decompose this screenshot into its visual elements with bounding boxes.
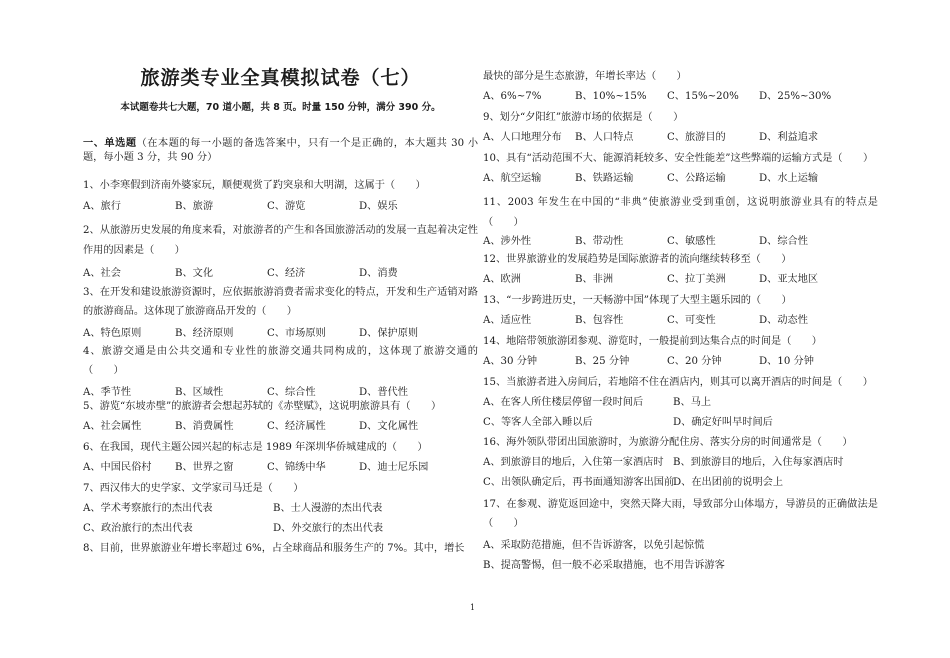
option-d[interactable]: D、保护原则 (359, 328, 419, 339)
question-8-part1 (83, 542, 478, 556)
options (483, 235, 878, 249)
option-d[interactable]: D、综合性 (759, 236, 808, 247)
question-stem: 15、当旅游者进入房间后，若地陪不住在酒店内，则其可以离开酒店的时间是（ ） (483, 377, 873, 388)
option-d[interactable]: D、消费 (359, 268, 398, 279)
option-c[interactable]: C、游览 (267, 201, 306, 212)
options (83, 522, 478, 536)
question-3 (83, 283, 478, 341)
option-c[interactable]: C、经济属性 (267, 421, 326, 432)
question-9 (483, 111, 878, 145)
question-stem: 7、西汉伟大的史学家、文学家司马迁是（ ） (83, 483, 304, 494)
option-b[interactable]: B、包容性 (575, 315, 624, 326)
option-c[interactable]: C、锦绣中华 (267, 462, 326, 473)
option-b[interactable]: B、世界之窗 (175, 462, 234, 473)
option-c[interactable]: C、出领队确定后，再书面通知游客出国前 (483, 477, 675, 488)
section-title: 一、单选题 (83, 138, 137, 149)
option-c[interactable]: C、15%~20% (667, 91, 739, 102)
option-a[interactable]: A、到旅游目的地后，入住第一家酒店时 (483, 457, 664, 468)
option-c[interactable]: C、政治旅行的杰出代表 (83, 523, 193, 534)
option-b[interactable]: B、提高警惕，但一般不必采取措施，也不用告诉游客 (483, 560, 725, 571)
option-b[interactable]: B、经济原则 (175, 328, 234, 339)
exam-title: 旅游类专业全真模拟试卷（七） (140, 67, 421, 89)
section-heading (83, 137, 478, 165)
question-10 (483, 152, 878, 186)
question-stem: 2、从旅游历史发展的角度来看，对旅游者的产生和各国旅游活动的发展一直起着决定性作用的因素是（ ） (83, 225, 478, 256)
options (83, 327, 478, 341)
exam-info: 本试题卷共七大题，70 道小题，共 8 页。时量 150 分钟，满分 390 分。 (120, 102, 441, 113)
option-c[interactable]: C、经济 (267, 268, 306, 279)
option-a[interactable]: A、社会属性 (83, 421, 142, 432)
question-stem: 10、具有“活动范围不大、能源消耗较多、安全性能差”这些弊端的运输方式是（ ） (483, 153, 874, 164)
options (83, 420, 478, 434)
question-stem: 13、“一步跨进历史，一天畅游中国”体现了大型主题乐园的（ ） (483, 295, 792, 306)
option-b[interactable]: B、士人漫游的杰出代表 (273, 503, 383, 514)
option-a[interactable]: A、30 分钟 (483, 356, 538, 367)
question-stem: 5、游览“东坡赤壁”的旅游者会想起苏轼的《赤壁赋》，这说明旅游具有（ ） (83, 401, 442, 412)
question-stem: 4、旅游交通是由公共交通和专业性的旅游交通共同构成的，这体现了旅游交通的（ ） (83, 346, 478, 376)
option-c[interactable]: C、拉丁美洲 (667, 274, 726, 285)
options (483, 355, 878, 369)
option-b[interactable]: B、25 分钟 (575, 356, 630, 367)
option-d[interactable]: D、娱乐 (359, 201, 398, 212)
option-b[interactable]: B、带动性 (575, 236, 624, 247)
option-b[interactable]: B、旅游 (175, 201, 214, 212)
options (83, 267, 478, 281)
option-a[interactable]: A、在客人所住楼层停留一段时间后 (483, 397, 644, 408)
question-12 (483, 253, 878, 287)
option-c[interactable]: C、敏感性 (667, 236, 716, 247)
option-d[interactable]: D、在出团前的说明会上 (673, 477, 784, 488)
options (483, 476, 878, 490)
question-11 (483, 193, 878, 249)
page-number: 1 (470, 603, 476, 612)
option-a[interactable]: A、采取防范措施，但不告诉游客，以免引起惊慌 (483, 540, 705, 551)
option-d[interactable]: D、10 分钟 (759, 356, 814, 367)
options (483, 172, 878, 186)
option-b[interactable]: B、到旅游目的地后，入住每家酒店时 (673, 457, 844, 468)
question-stem: 11、2003 年发生在中国的“非典”使旅游业受到重创，这说明旅游业具有的特点是（ ） (483, 197, 878, 228)
options (483, 456, 878, 470)
option-c[interactable]: C、20 分钟 (667, 356, 722, 367)
question-stem: 12、世界旅游业的发展趋势是国际旅游者的流向继续转移至（ ） (483, 254, 792, 265)
question-8-part2 (483, 70, 878, 104)
options (483, 416, 878, 430)
question-6 (83, 441, 478, 475)
question-1 (83, 179, 478, 214)
question-stem: 1、小李寒假到济南外婆家玩，顺便观赏了趵突泉和大明湖，这属于（ ） (83, 180, 426, 191)
option-a[interactable]: A、学术考察旅行的杰出代表 (83, 503, 213, 514)
question-17 (483, 495, 878, 573)
option-d[interactable]: D、利益追求 (759, 132, 819, 143)
option-d[interactable]: D、外交旅行的杰出代表 (273, 523, 384, 534)
option-a[interactable]: A、人口地理分布 (483, 132, 562, 143)
option-d[interactable]: D、迪士尼乐园 (359, 462, 429, 473)
option-b[interactable]: B、马上 (673, 397, 712, 408)
question-4 (83, 342, 478, 400)
question-2 (83, 221, 478, 281)
option-b[interactable]: B、文化 (175, 268, 214, 279)
option-c[interactable]: C、市场原则 (267, 328, 326, 339)
question-stem: 3、在开发和建设旅游资源时，应依据旅游消费者需求变化的特点，开发和生产适销对路的旅游商品。这体现了旅游商品开发的（ ） (83, 287, 478, 317)
option-c[interactable]: C、可变性 (667, 315, 716, 326)
question-stem: 17、在参观、游览返回途中，突然天降大雨，导致部分山体塌方，导游员的正确做法是（ ） (483, 499, 878, 529)
option-c[interactable]: C、旅游目的 (667, 132, 726, 143)
option-b[interactable]: B、区域性 (175, 387, 224, 398)
option-b[interactable]: B、铁路运输 (575, 173, 634, 184)
question-16 (483, 436, 878, 490)
question-13 (483, 294, 878, 328)
question-5 (83, 400, 478, 434)
option-a[interactable]: A、欧洲 (483, 274, 521, 285)
option-a[interactable]: A、社会 (83, 268, 121, 279)
option-a[interactable]: A、季节性 (83, 387, 132, 398)
option-c[interactable]: C、综合性 (267, 387, 316, 398)
options (483, 314, 878, 328)
option-d[interactable]: D、文化属性 (359, 421, 419, 432)
question-stem: 14、地陪带领旅游团参观、游览时，一般提前到达集合点的时间是（ ） (483, 336, 822, 347)
option-a[interactable]: A、航空运输 (483, 173, 542, 184)
question-7 (83, 482, 478, 536)
option-d[interactable]: D、亚太地区 (759, 274, 819, 285)
option-a[interactable]: A、适应性 (483, 315, 532, 326)
option-d[interactable]: D、动态性 (759, 315, 808, 326)
question-stem: 9、划分“夕阳红”旅游市场的依据是（ ） (483, 112, 684, 123)
option-b[interactable]: B、消费属性 (175, 421, 234, 432)
option-d[interactable]: D、25%~30% (759, 91, 832, 102)
question-stem: 16、海外领队带团出国旅游时，为旅游分配住房、落实分房的时间通常是（ ） (483, 437, 853, 448)
question-stem: 最快的部分是生态旅游，年增长率达（ ） (483, 71, 687, 82)
option-d[interactable]: D、水上运输 (759, 173, 819, 184)
question-15 (483, 376, 878, 430)
section-desc: （在本题的每一小题的备选答案中，只有一个是正确的，本大题共 30 小题，每小题 3 分，共 90 分） (83, 138, 479, 163)
options (483, 396, 878, 410)
option-a[interactable]: A、特色原则 (83, 328, 142, 339)
question-stem: 6、在我国，现代主题公园兴起的标志是 1989 年深圳华侨城建成的（ ） (83, 442, 428, 453)
option-b[interactable]: B、10%~15% (575, 91, 647, 102)
option-c[interactable]: C、等客人全部入睡以后 (483, 417, 593, 428)
option-b[interactable]: B、人口特点 (575, 132, 634, 143)
question-stem: 8、目前，世界旅游业年增长率超过 6%，占全球商品和服务生产的 7%。其中，增长 (83, 543, 465, 554)
options (483, 131, 878, 145)
options (83, 461, 478, 475)
option-b[interactable]: B、非洲 (575, 274, 614, 285)
option-d[interactable]: D、确定好叫早时间后 (673, 417, 773, 428)
option-c[interactable]: C、公路运输 (667, 173, 726, 184)
options (483, 273, 878, 287)
options (83, 200, 478, 214)
options (483, 90, 878, 104)
option-a[interactable]: A、中国民俗村 (83, 462, 152, 473)
options (83, 386, 478, 400)
option-a[interactable]: A、涉外性 (483, 236, 532, 247)
option-d[interactable]: D、普代性 (359, 387, 408, 398)
option-a[interactable]: A、6%~7% (483, 91, 542, 102)
option-a[interactable]: A、旅行 (83, 201, 121, 212)
question-14 (483, 335, 878, 369)
options (83, 502, 478, 516)
